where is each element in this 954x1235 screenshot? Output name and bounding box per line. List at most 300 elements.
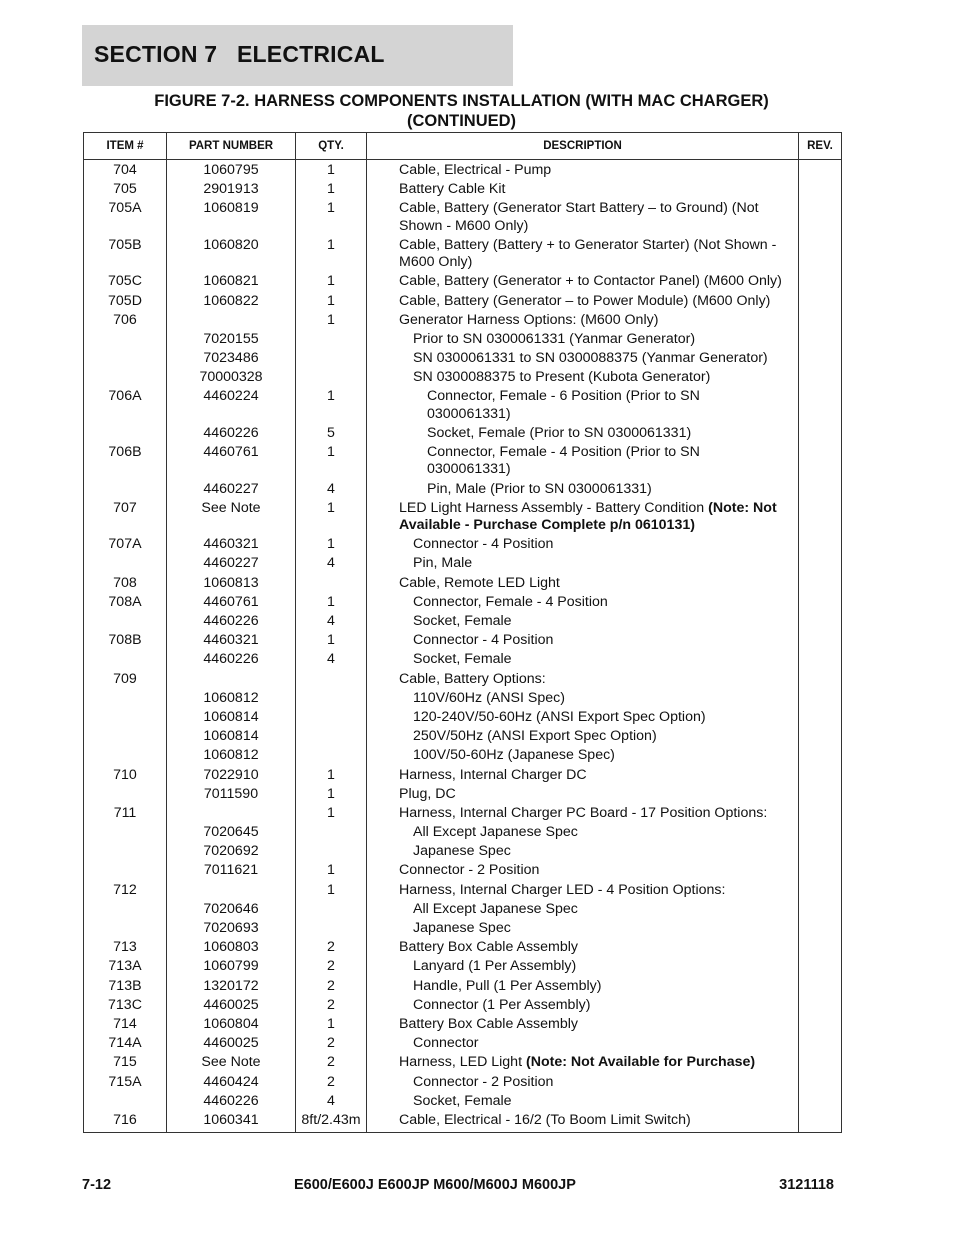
cell-part-number bbox=[167, 671, 296, 690]
cell-part-number: 4460226 bbox=[167, 1093, 296, 1112]
cell-part-number bbox=[167, 882, 296, 901]
description-main: Japanese Spec bbox=[413, 843, 511, 860]
cell-description bbox=[367, 200, 799, 236]
cell-description bbox=[367, 388, 799, 424]
table-row bbox=[84, 1074, 842, 1093]
description-text bbox=[367, 594, 798, 611]
cell-description bbox=[367, 824, 799, 843]
cell-qty: 1 bbox=[296, 293, 367, 312]
description-text bbox=[367, 575, 798, 592]
table-row bbox=[84, 160, 842, 182]
table-row bbox=[84, 728, 842, 747]
cell-part-number: 4460025 bbox=[167, 997, 296, 1016]
parts-table-header bbox=[84, 133, 842, 160]
cell-rev bbox=[799, 481, 842, 500]
cell-rev bbox=[799, 1074, 842, 1093]
cell-rev bbox=[799, 273, 842, 292]
cell-description bbox=[367, 978, 799, 997]
cell-qty: 1 bbox=[296, 500, 367, 536]
cell-rev bbox=[799, 958, 842, 977]
cell-qty: 1 bbox=[296, 200, 367, 236]
description-text bbox=[367, 237, 798, 272]
table-row bbox=[84, 824, 842, 843]
table-row bbox=[84, 901, 842, 920]
figure-title-line-2: (CONTINUED) bbox=[406, 112, 517, 130]
description-main: Socket, Female bbox=[413, 1092, 512, 1109]
cell-item: 706B bbox=[84, 444, 167, 480]
cell-rev bbox=[799, 594, 842, 613]
description-text bbox=[367, 1112, 798, 1129]
table-row bbox=[84, 920, 842, 939]
cell-item: 716 bbox=[84, 1112, 167, 1133]
cell-part-number: 1060822 bbox=[167, 293, 296, 312]
cell-description bbox=[367, 939, 799, 958]
cell-qty: 4 bbox=[296, 651, 367, 670]
table-row bbox=[84, 690, 842, 709]
cell-part-number: 1060799 bbox=[167, 958, 296, 977]
description-main: Connector - 2 Position bbox=[413, 1073, 554, 1090]
table-row bbox=[84, 237, 842, 273]
table-row bbox=[84, 651, 842, 670]
cell-rev bbox=[799, 160, 842, 182]
cell-qty: 4 bbox=[296, 613, 367, 632]
cell-rev bbox=[799, 331, 842, 350]
cell-item: 713B bbox=[84, 978, 167, 997]
cell-qty bbox=[296, 709, 367, 728]
cell-qty: 8ft/2.43m bbox=[296, 1112, 367, 1133]
cell-rev bbox=[799, 388, 842, 424]
cell-description bbox=[367, 709, 799, 728]
cell-item: 704 bbox=[84, 160, 167, 182]
description-main: Prior to SN 0300061331 (Yanmar Generator) bbox=[413, 330, 696, 347]
cell-item bbox=[84, 824, 167, 843]
description-text bbox=[367, 978, 798, 995]
cell-qty bbox=[296, 331, 367, 350]
cell-rev bbox=[799, 824, 842, 843]
description-main: Connector, Female - 4 Position (Prior to SN 0300061331) bbox=[427, 444, 700, 478]
description-main: Harness, LED Light bbox=[399, 1054, 523, 1071]
table-row bbox=[84, 331, 842, 350]
cell-qty bbox=[296, 575, 367, 594]
cell-qty bbox=[296, 350, 367, 369]
cell-part-number: 4460424 bbox=[167, 1074, 296, 1093]
cell-description bbox=[367, 843, 799, 862]
cell-description bbox=[367, 632, 799, 651]
table-row bbox=[84, 369, 842, 388]
table-row bbox=[84, 632, 842, 651]
cell-description bbox=[367, 1074, 799, 1093]
description-main: Cable, Battery (Battery + to Generator Starter) (Not Shown - M600 Only) bbox=[399, 236, 777, 271]
cell-qty: 1 bbox=[296, 786, 367, 805]
cell-qty: 4 bbox=[296, 555, 367, 574]
cell-qty: 1 bbox=[296, 862, 367, 881]
description-text bbox=[367, 500, 798, 535]
cell-qty: 2 bbox=[296, 1054, 367, 1073]
description-text bbox=[367, 425, 798, 442]
description-text bbox=[367, 651, 798, 668]
parts-table bbox=[83, 132, 842, 1133]
table-row bbox=[84, 978, 842, 997]
cell-description bbox=[367, 728, 799, 747]
cell-rev bbox=[799, 312, 842, 331]
cell-item: 708 bbox=[84, 575, 167, 594]
description-main: Pin, Male (Prior to SN 0300061331) bbox=[427, 480, 652, 497]
description-main: Socket, Female (Prior to SN 0300061331) bbox=[427, 424, 692, 441]
cell-item: 713 bbox=[84, 939, 167, 958]
description-main: 250V/50Hz (ANSI Export Spec Option) bbox=[413, 728, 657, 745]
cell-item: 709 bbox=[84, 671, 167, 690]
cell-qty: 1 bbox=[296, 237, 367, 273]
cell-part-number: 1060812 bbox=[167, 747, 296, 766]
cell-item: 715 bbox=[84, 1054, 167, 1073]
description-main: Cable, Battery (Generator Start Battery – to Ground) (Not Shown - M600 Only) bbox=[399, 200, 759, 234]
cell-rev bbox=[799, 200, 842, 236]
description-text bbox=[367, 369, 798, 386]
description-main: Cable, Remote LED Light bbox=[399, 574, 560, 591]
parts-table-body bbox=[84, 160, 842, 1133]
table-row bbox=[84, 747, 842, 766]
cell-description bbox=[367, 160, 799, 182]
cell-part-number: 1060804 bbox=[167, 1016, 296, 1035]
description-text bbox=[367, 200, 798, 235]
cell-qty bbox=[296, 901, 367, 920]
description-text bbox=[367, 181, 798, 198]
description-text bbox=[367, 901, 798, 918]
description-main: Socket, Female bbox=[413, 613, 512, 630]
cell-item bbox=[84, 481, 167, 500]
cell-rev bbox=[799, 786, 842, 805]
cell-qty: 1 bbox=[296, 273, 367, 292]
cell-rev bbox=[799, 369, 842, 388]
cell-qty bbox=[296, 920, 367, 939]
cell-rev bbox=[799, 728, 842, 747]
cell-qty: 1 bbox=[296, 388, 367, 424]
figure-title-line-1: FIGURE 7-2. HARNESS COMPONENTS INSTALLATION (WITH MAC CHARGER) bbox=[154, 92, 769, 110]
description-main: Handle, Pull (1 Per Assembly) bbox=[413, 977, 602, 994]
description-text bbox=[367, 920, 798, 937]
table-row bbox=[84, 805, 842, 824]
description-main: Connector, Female - 6 Position (Prior to SN 0300061331) bbox=[427, 388, 700, 422]
cell-item bbox=[84, 369, 167, 388]
table-row bbox=[84, 500, 842, 536]
cell-part-number: 4460227 bbox=[167, 555, 296, 574]
table-row bbox=[84, 671, 842, 690]
cell-description bbox=[367, 958, 799, 977]
cell-part-number: 1060795 bbox=[167, 160, 296, 182]
cell-item: 710 bbox=[84, 767, 167, 786]
table-row bbox=[84, 709, 842, 728]
cell-description bbox=[367, 1054, 799, 1073]
cell-item bbox=[84, 425, 167, 444]
cell-part-number: 7020645 bbox=[167, 824, 296, 843]
description-main: Cable, Electrical - 16/2 (To Boom Limit Switch) bbox=[399, 1111, 691, 1128]
cell-qty: 1 bbox=[296, 805, 367, 824]
cell-qty bbox=[296, 369, 367, 388]
cell-part-number: 7011621 bbox=[167, 862, 296, 881]
description-text bbox=[367, 555, 798, 572]
description-text bbox=[367, 958, 798, 975]
cell-rev bbox=[799, 690, 842, 709]
description-note: (Note: Not Available for Purchase) bbox=[522, 1054, 756, 1071]
cell-qty: 2 bbox=[296, 997, 367, 1016]
cell-rev bbox=[799, 747, 842, 766]
cell-description bbox=[367, 293, 799, 312]
cell-qty: 4 bbox=[296, 481, 367, 500]
cell-description bbox=[367, 237, 799, 273]
description-main: Cable, Battery (Generator + to Contactor Panel) (M600 Only) bbox=[399, 273, 782, 290]
cell-part-number: 4460321 bbox=[167, 536, 296, 555]
description-main: Lanyard (1 Per Assembly) bbox=[413, 958, 577, 975]
cell-qty: 5 bbox=[296, 425, 367, 444]
cell-item bbox=[84, 555, 167, 574]
description-main: All Except Japanese Spec bbox=[413, 824, 578, 841]
description-main: Cable, Battery Options: bbox=[399, 670, 546, 687]
cell-description bbox=[367, 651, 799, 670]
cell-rev bbox=[799, 805, 842, 824]
cell-description bbox=[367, 1112, 799, 1133]
cell-qty: 2 bbox=[296, 958, 367, 977]
description-note: (Note: Not Available - Purchase Complete p/n 0610131) bbox=[399, 499, 777, 534]
cell-part-number: 7023486 bbox=[167, 350, 296, 369]
cell-qty: 1 bbox=[296, 536, 367, 555]
description-text bbox=[367, 273, 798, 290]
cell-item: 715A bbox=[84, 1074, 167, 1093]
description-main: 100V/50-60Hz (Japanese Spec) bbox=[413, 747, 615, 764]
cell-description bbox=[367, 671, 799, 690]
cell-description bbox=[367, 555, 799, 574]
cell-part-number: See Note bbox=[167, 1054, 296, 1073]
cell-item bbox=[84, 690, 167, 709]
cell-item: 705D bbox=[84, 293, 167, 312]
cell-rev bbox=[799, 500, 842, 536]
section-title: SECTION 7 ELECTRICAL bbox=[94, 41, 385, 67]
table-row bbox=[84, 862, 842, 881]
cell-description bbox=[367, 444, 799, 480]
cell-part-number: 4460224 bbox=[167, 388, 296, 424]
cell-part-number: 4460761 bbox=[167, 594, 296, 613]
description-main: Connector bbox=[413, 1035, 479, 1052]
description-text bbox=[367, 1093, 798, 1110]
table-row bbox=[84, 181, 842, 200]
cell-rev bbox=[799, 536, 842, 555]
cell-part-number: 70000328 bbox=[167, 369, 296, 388]
header-description: DESCRIPTION bbox=[367, 133, 799, 160]
table-row bbox=[84, 1112, 842, 1133]
description-text bbox=[367, 293, 798, 310]
cell-rev bbox=[799, 613, 842, 632]
cell-item bbox=[84, 709, 167, 728]
cell-item: 708A bbox=[84, 594, 167, 613]
cell-part-number bbox=[167, 805, 296, 824]
cell-description bbox=[367, 594, 799, 613]
cell-rev bbox=[799, 1054, 842, 1073]
page-footer bbox=[82, 1177, 834, 1197]
description-main: Harness, Internal Charger LED - 4 Position Options: bbox=[399, 881, 726, 898]
description-main: Connector, Female - 4 Position bbox=[413, 593, 608, 610]
cell-description bbox=[367, 181, 799, 200]
figure-title bbox=[82, 91, 841, 131]
description-text bbox=[367, 1054, 798, 1071]
cell-part-number: 1060814 bbox=[167, 709, 296, 728]
description-main: SN 0300088375 to Present (Kubota Generator) bbox=[413, 369, 711, 386]
description-text bbox=[367, 709, 798, 726]
cell-rev bbox=[799, 1093, 842, 1112]
description-text bbox=[367, 331, 798, 348]
table-row bbox=[84, 594, 842, 613]
description-text bbox=[367, 613, 798, 630]
cell-part-number: 1060821 bbox=[167, 273, 296, 292]
cell-qty: 1 bbox=[296, 160, 367, 182]
header-item: ITEM # bbox=[84, 133, 167, 160]
cell-part-number: 1320172 bbox=[167, 978, 296, 997]
description-text bbox=[367, 1016, 798, 1033]
cell-description bbox=[367, 500, 799, 536]
cell-part-number: 7020692 bbox=[167, 843, 296, 862]
cell-qty: 1 bbox=[296, 312, 367, 331]
description-main: Battery Box Cable Assembly bbox=[399, 1015, 578, 1032]
description-main: Connector - 4 Position bbox=[413, 536, 554, 553]
cell-description bbox=[367, 997, 799, 1016]
cell-qty: 1 bbox=[296, 181, 367, 200]
description-text bbox=[367, 444, 798, 479]
description-text bbox=[367, 882, 798, 899]
table-row bbox=[84, 444, 842, 480]
description-text bbox=[367, 162, 798, 179]
cell-rev bbox=[799, 425, 842, 444]
cell-item bbox=[84, 1093, 167, 1112]
description-text bbox=[367, 350, 798, 367]
cell-rev bbox=[799, 1112, 842, 1133]
cell-qty: 2 bbox=[296, 1074, 367, 1093]
cell-item: 707A bbox=[84, 536, 167, 555]
table-row bbox=[84, 613, 842, 632]
cell-item: 712 bbox=[84, 882, 167, 901]
description-main: 120-240V/50-60Hz (ANSI Export Spec Option) bbox=[413, 708, 706, 725]
cell-item: 705C bbox=[84, 273, 167, 292]
cell-qty: 1 bbox=[296, 882, 367, 901]
description-main: Generator Harness Options: (M600 Only) bbox=[399, 311, 659, 328]
table-row bbox=[84, 997, 842, 1016]
description-text bbox=[367, 312, 798, 329]
cell-rev bbox=[799, 939, 842, 958]
cell-part-number: 2901913 bbox=[167, 181, 296, 200]
cell-rev bbox=[799, 350, 842, 369]
cell-qty: 1 bbox=[296, 767, 367, 786]
table-row bbox=[84, 958, 842, 977]
description-text bbox=[367, 747, 798, 764]
cell-item bbox=[84, 920, 167, 939]
table-row bbox=[84, 273, 842, 292]
cell-qty: 2 bbox=[296, 939, 367, 958]
cell-description bbox=[367, 613, 799, 632]
table-row bbox=[84, 481, 842, 500]
cell-part-number: 1060819 bbox=[167, 200, 296, 236]
cell-item: 708B bbox=[84, 632, 167, 651]
cell-description bbox=[367, 767, 799, 786]
cell-part-number: 4460226 bbox=[167, 613, 296, 632]
cell-description bbox=[367, 901, 799, 920]
description-main: Socket, Female bbox=[413, 651, 512, 668]
table-row bbox=[84, 939, 842, 958]
cell-qty: 1 bbox=[296, 594, 367, 613]
table-row bbox=[84, 1016, 842, 1035]
cell-part-number: See Note bbox=[167, 500, 296, 536]
cell-item bbox=[84, 613, 167, 632]
cell-part-number: 1060803 bbox=[167, 939, 296, 958]
cell-qty: 1 bbox=[296, 1016, 367, 1035]
cell-item bbox=[84, 350, 167, 369]
cell-rev bbox=[799, 862, 842, 881]
table-row bbox=[84, 882, 842, 901]
table-row bbox=[84, 350, 842, 369]
cell-item: 706 bbox=[84, 312, 167, 331]
cell-description bbox=[367, 786, 799, 805]
cell-rev bbox=[799, 1035, 842, 1054]
cell-rev bbox=[799, 444, 842, 480]
cell-description bbox=[367, 747, 799, 766]
description-text bbox=[367, 862, 798, 879]
description-main: Connector - 2 Position bbox=[399, 862, 540, 879]
cell-description bbox=[367, 1016, 799, 1035]
description-main: Plug, DC bbox=[399, 785, 456, 802]
cell-item: 705A bbox=[84, 200, 167, 236]
cell-item: 713A bbox=[84, 958, 167, 977]
cell-rev bbox=[799, 671, 842, 690]
cell-item bbox=[84, 747, 167, 766]
header-part-number: PART NUMBER bbox=[167, 133, 296, 160]
description-main: Cable, Battery (Generator – to Power Module) (M600 Only) bbox=[399, 292, 771, 309]
footer-models: E600/E600J E600JP M600/M600J M600JP bbox=[294, 1177, 576, 1193]
table-row bbox=[84, 425, 842, 444]
cell-rev bbox=[799, 843, 842, 862]
description-text bbox=[367, 671, 798, 688]
cell-part-number: 4460226 bbox=[167, 425, 296, 444]
cell-description bbox=[367, 350, 799, 369]
description-text bbox=[367, 690, 798, 707]
cell-item: 706A bbox=[84, 388, 167, 424]
description-text bbox=[367, 1074, 798, 1091]
description-text bbox=[367, 997, 798, 1014]
cell-item bbox=[84, 651, 167, 670]
cell-rev bbox=[799, 978, 842, 997]
cell-qty: 4 bbox=[296, 1093, 367, 1112]
description-main: Japanese Spec bbox=[413, 920, 511, 937]
description-main: Connector (1 Per Assembly) bbox=[413, 996, 591, 1013]
cell-rev bbox=[799, 632, 842, 651]
cell-part-number: 4460025 bbox=[167, 1035, 296, 1054]
description-text bbox=[367, 767, 798, 784]
cell-description bbox=[367, 862, 799, 881]
description-text bbox=[367, 786, 798, 803]
cell-rev bbox=[799, 575, 842, 594]
cell-qty: 1 bbox=[296, 632, 367, 651]
cell-description bbox=[367, 369, 799, 388]
cell-qty: 2 bbox=[296, 978, 367, 997]
cell-part-number: 4460761 bbox=[167, 444, 296, 480]
cell-rev bbox=[799, 882, 842, 901]
cell-part-number: 1060820 bbox=[167, 237, 296, 273]
table-row bbox=[84, 1093, 842, 1112]
table-row bbox=[84, 843, 842, 862]
description-main: Harness, Internal Charger PC Board - 17 Position Options: bbox=[399, 804, 768, 821]
cell-part-number: 1060812 bbox=[167, 690, 296, 709]
description-text bbox=[367, 728, 798, 745]
cell-item bbox=[84, 901, 167, 920]
cell-part-number bbox=[167, 312, 296, 331]
table-row bbox=[84, 767, 842, 786]
description-main: Pin, Male bbox=[413, 555, 473, 572]
cell-rev bbox=[799, 237, 842, 273]
